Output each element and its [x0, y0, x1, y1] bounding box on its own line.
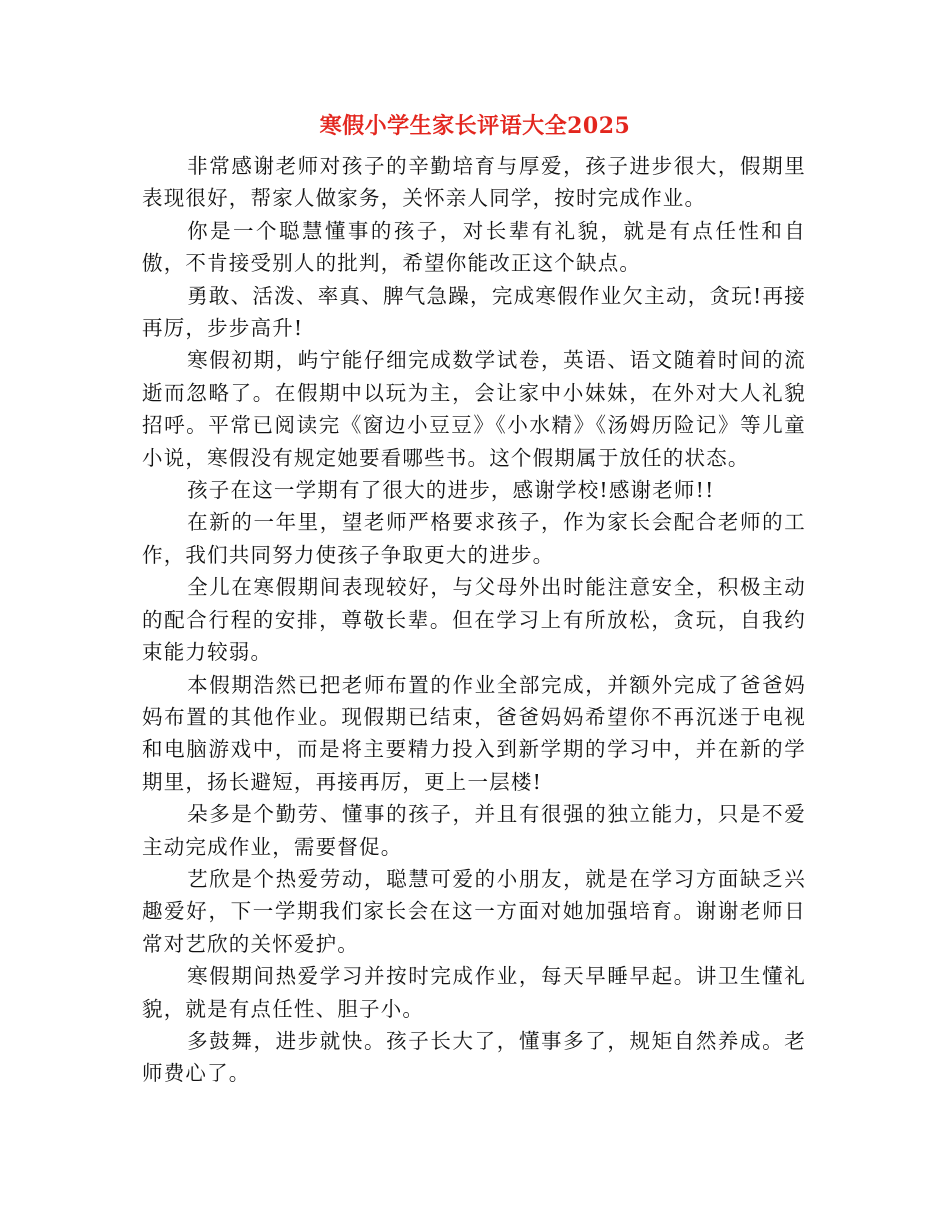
- paragraph: 勇敢、活泼、率真、脾气急躁，完成寒假作业欠主动，贪玩!再接再厉，步步高升!: [142, 283, 806, 341]
- paragraph: 本假期浩然已把老师布置的作业全部完成，并额外完成了爸爸妈妈布置的其他作业。现假期已结束，爸爸妈妈希望你不再沉迷于电视和电脑游戏中，而是将主要精力投入到新学期的学习中，并在新的学期里，扬长避短，再接再厉，更上一层楼!: [142, 672, 806, 794]
- document-title: 寒假小学生家长评语大全2025: [319, 113, 631, 139]
- paragraph: 寒假初期，屿宁能仔细完成数学试卷，英语、语文随着时间的流逝而忽略了。在假期中以玩为主，会让家中小妹妹，在外对大人礼貌招呼。平常已阅读完《窗边小豆豆》《小水精》《汤姆历险记》等儿童小说，寒假没有规定她要看哪些书。这个假期属于放任的状态。: [142, 348, 806, 470]
- paragraph: 寒假期间热爱学习并按时完成作业，每天早睡早起。讲卫生懂礼貌，就是有点任性、胆子小。: [142, 964, 806, 1021]
- document-body: [142, 150, 806, 1090]
- paragraph: 非常感谢老师对孩子的辛勤培育与厚爱，孩子进步很大，假期里表现很好，帮家人做家务，关怀亲人同学，按时完成作业。: [142, 154, 806, 211]
- paragraph: 艺欣是个热爱劳动，聪慧可爱的小朋友，就是在学习方面缺乏兴趣爱好，下一学期我们家长会在这一方面对她加强培育。谢谢老师日常对艺欣的关怀爱护。: [142, 866, 806, 956]
- paragraph: 全儿在寒假期间表现较好，与父母外出时能注意安全，积极主动的配合行程的安排，尊敬长辈。但在学习上有所放松，贪玩，自我约束能力较弱。: [142, 575, 806, 665]
- paragraph: 孩子在这一学期有了很大的进步，感谢学校!感谢老师!!: [187, 478, 715, 503]
- paragraph: 在新的一年里，望老师严格要求孩子，作为家长会配合老师的工作，我们共同努力使孩子争取更大的进步。: [142, 510, 806, 567]
- paragraph: 朵多是个勤劳、懂事的孩子，并且有很强的独立能力，只是不爱主动完成作业，需要督促。: [142, 802, 806, 859]
- paragraph: 多鼓舞，进步就快。孩子长大了，懂事多了，规矩自然养成。老师费心了。: [142, 1028, 806, 1086]
- paragraph: 你是一个聪慧懂事的孩子，对长辈有礼貌，就是有点任性和自傲，不肯接受别人的批判，希望你能改正这个缺点。: [142, 218, 806, 276]
